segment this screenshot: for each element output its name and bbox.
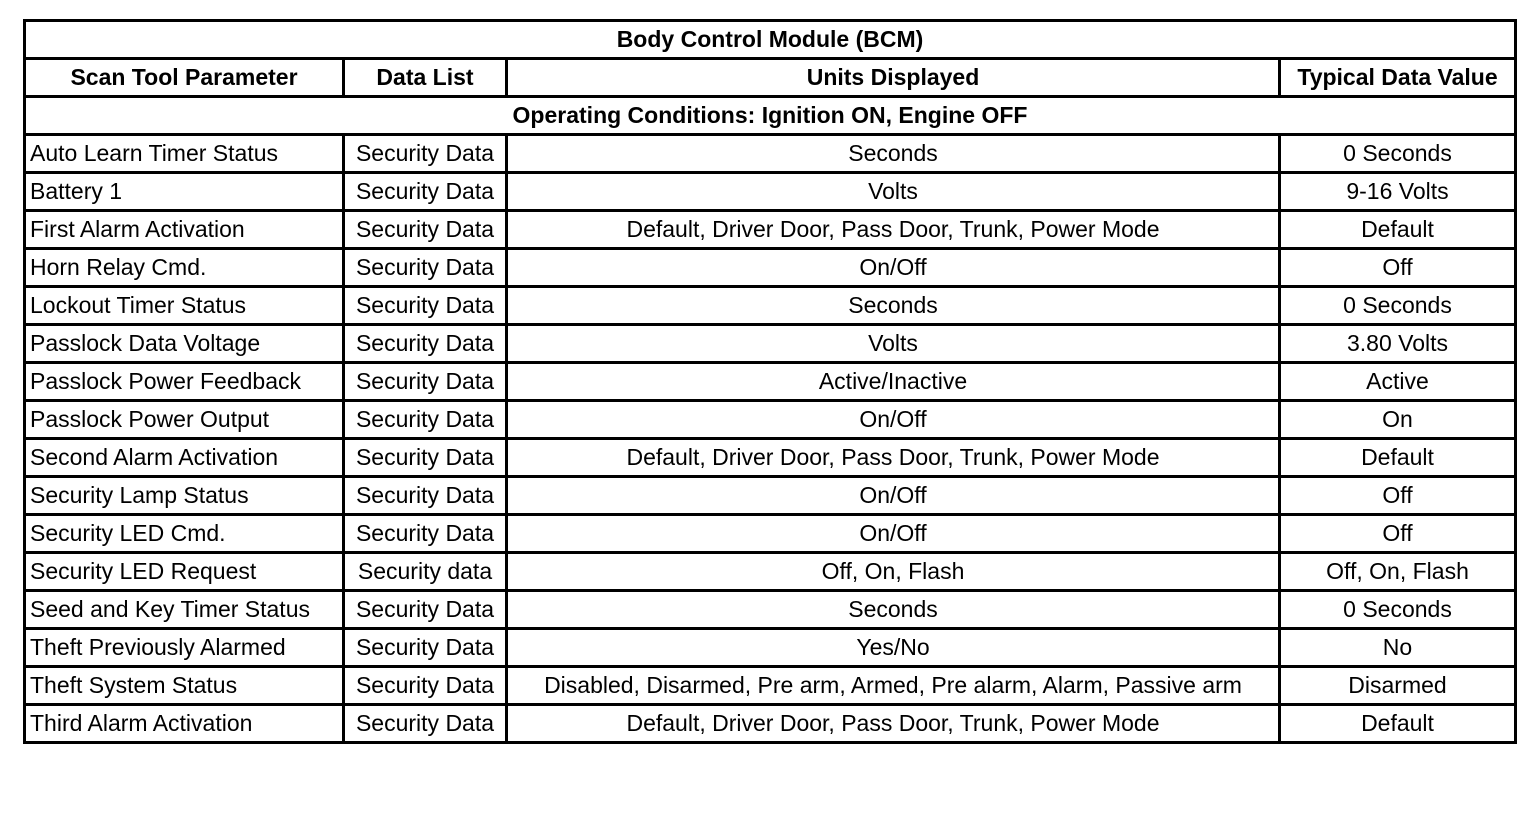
- cell-units: Disabled, Disarmed, Pre arm, Armed, Pre alarm, Alarm, Passive arm: [507, 667, 1280, 705]
- cell-units: On/Off: [507, 515, 1280, 553]
- cell-units: Volts: [507, 325, 1280, 363]
- table-row: [25, 173, 1516, 211]
- cell-typical-value: 0 Seconds: [1280, 135, 1516, 173]
- cell-parameter: Second Alarm Activation: [25, 439, 344, 477]
- table-row: [25, 553, 1516, 591]
- cell-data-list: Security Data: [344, 477, 507, 515]
- header-units-displayed: Units Displayed: [507, 59, 1280, 97]
- header-typical-data-value: Typical Data Value: [1280, 59, 1516, 97]
- cell-units: On/Off: [507, 249, 1280, 287]
- cell-data-list: Security Data: [344, 515, 507, 553]
- table-row: [25, 363, 1516, 401]
- bcm-data-table: [23, 19, 1517, 744]
- cell-typical-value: 9-16 Volts: [1280, 173, 1516, 211]
- cell-parameter: Security LED Cmd.: [25, 515, 344, 553]
- cell-units: Seconds: [507, 135, 1280, 173]
- cell-parameter: Auto Learn Timer Status: [25, 135, 344, 173]
- cell-parameter: Passlock Power Output: [25, 401, 344, 439]
- table-row: [25, 477, 1516, 515]
- cell-parameter: Passlock Data Voltage: [25, 325, 344, 363]
- cell-data-list: Security data: [344, 553, 507, 591]
- cell-parameter: Security LED Request: [25, 553, 344, 591]
- cell-parameter: Theft Previously Alarmed: [25, 629, 344, 667]
- cell-typical-value: Off: [1280, 515, 1516, 553]
- cell-units: On/Off: [507, 477, 1280, 515]
- table-row: [25, 515, 1516, 553]
- operating-conditions-row: [25, 97, 1516, 135]
- cell-typical-value: Off: [1280, 249, 1516, 287]
- table-row: [25, 325, 1516, 363]
- table-title: Body Control Module (BCM): [25, 21, 1516, 59]
- cell-units: Yes/No: [507, 629, 1280, 667]
- table-row: [25, 401, 1516, 439]
- cell-typical-value: Off: [1280, 477, 1516, 515]
- cell-data-list: Security Data: [344, 211, 507, 249]
- cell-data-list: Security Data: [344, 439, 507, 477]
- header-data-list: Data List: [344, 59, 507, 97]
- cell-parameter: Battery 1: [25, 173, 344, 211]
- cell-typical-value: Default: [1280, 705, 1516, 743]
- cell-units: Seconds: [507, 591, 1280, 629]
- cell-data-list: Security Data: [344, 325, 507, 363]
- cell-units: Default, Driver Door, Pass Door, Trunk, Power Mode: [507, 705, 1280, 743]
- bcm-data-document: [23, 19, 1517, 744]
- cell-parameter: First Alarm Activation: [25, 211, 344, 249]
- cell-parameter: Horn Relay Cmd.: [25, 249, 344, 287]
- cell-parameter: Seed and Key Timer Status: [25, 591, 344, 629]
- cell-parameter: Lockout Timer Status: [25, 287, 344, 325]
- cell-data-list: Security Data: [344, 363, 507, 401]
- cell-parameter: Security Lamp Status: [25, 477, 344, 515]
- cell-data-list: Security Data: [344, 249, 507, 287]
- cell-typical-value: On: [1280, 401, 1516, 439]
- cell-data-list: Security Data: [344, 629, 507, 667]
- cell-parameter: Theft System Status: [25, 667, 344, 705]
- cell-typical-value: 0 Seconds: [1280, 591, 1516, 629]
- table-row: [25, 439, 1516, 477]
- cell-data-list: Security Data: [344, 135, 507, 173]
- cell-typical-value: Active: [1280, 363, 1516, 401]
- cell-data-list: Security Data: [344, 705, 507, 743]
- header-scan-tool-parameter: Scan Tool Parameter: [25, 59, 344, 97]
- cell-units: Active/Inactive: [507, 363, 1280, 401]
- cell-parameter: Third Alarm Activation: [25, 705, 344, 743]
- cell-data-list: Security Data: [344, 287, 507, 325]
- table-title-row: [25, 21, 1516, 59]
- cell-typical-value: No: [1280, 629, 1516, 667]
- cell-typical-value: Default: [1280, 439, 1516, 477]
- cell-typical-value: Disarmed: [1280, 667, 1516, 705]
- cell-typical-value: 0 Seconds: [1280, 287, 1516, 325]
- table-row: [25, 249, 1516, 287]
- table-header-row: [25, 59, 1516, 97]
- table-row: [25, 667, 1516, 705]
- cell-units: On/Off: [507, 401, 1280, 439]
- table-row: [25, 287, 1516, 325]
- cell-typical-value: Default: [1280, 211, 1516, 249]
- table-row: [25, 135, 1516, 173]
- cell-units: Seconds: [507, 287, 1280, 325]
- table-row: [25, 591, 1516, 629]
- cell-typical-value: 3.80 Volts: [1280, 325, 1516, 363]
- table-row: [25, 705, 1516, 743]
- operating-conditions: Operating Conditions: Ignition ON, Engine OFF: [25, 97, 1516, 135]
- table-row: [25, 211, 1516, 249]
- cell-data-list: Security Data: [344, 591, 507, 629]
- cell-units: Volts: [507, 173, 1280, 211]
- cell-data-list: Security Data: [344, 173, 507, 211]
- table-body: [25, 135, 1516, 743]
- cell-units: Default, Driver Door, Pass Door, Trunk, Power Mode: [507, 211, 1280, 249]
- cell-typical-value: Off, On, Flash: [1280, 553, 1516, 591]
- cell-parameter: Passlock Power Feedback: [25, 363, 344, 401]
- cell-units: Off, On, Flash: [507, 553, 1280, 591]
- cell-data-list: Security Data: [344, 401, 507, 439]
- table-row: [25, 629, 1516, 667]
- cell-data-list: Security Data: [344, 667, 507, 705]
- cell-units: Default, Driver Door, Pass Door, Trunk, Power Mode: [507, 439, 1280, 477]
